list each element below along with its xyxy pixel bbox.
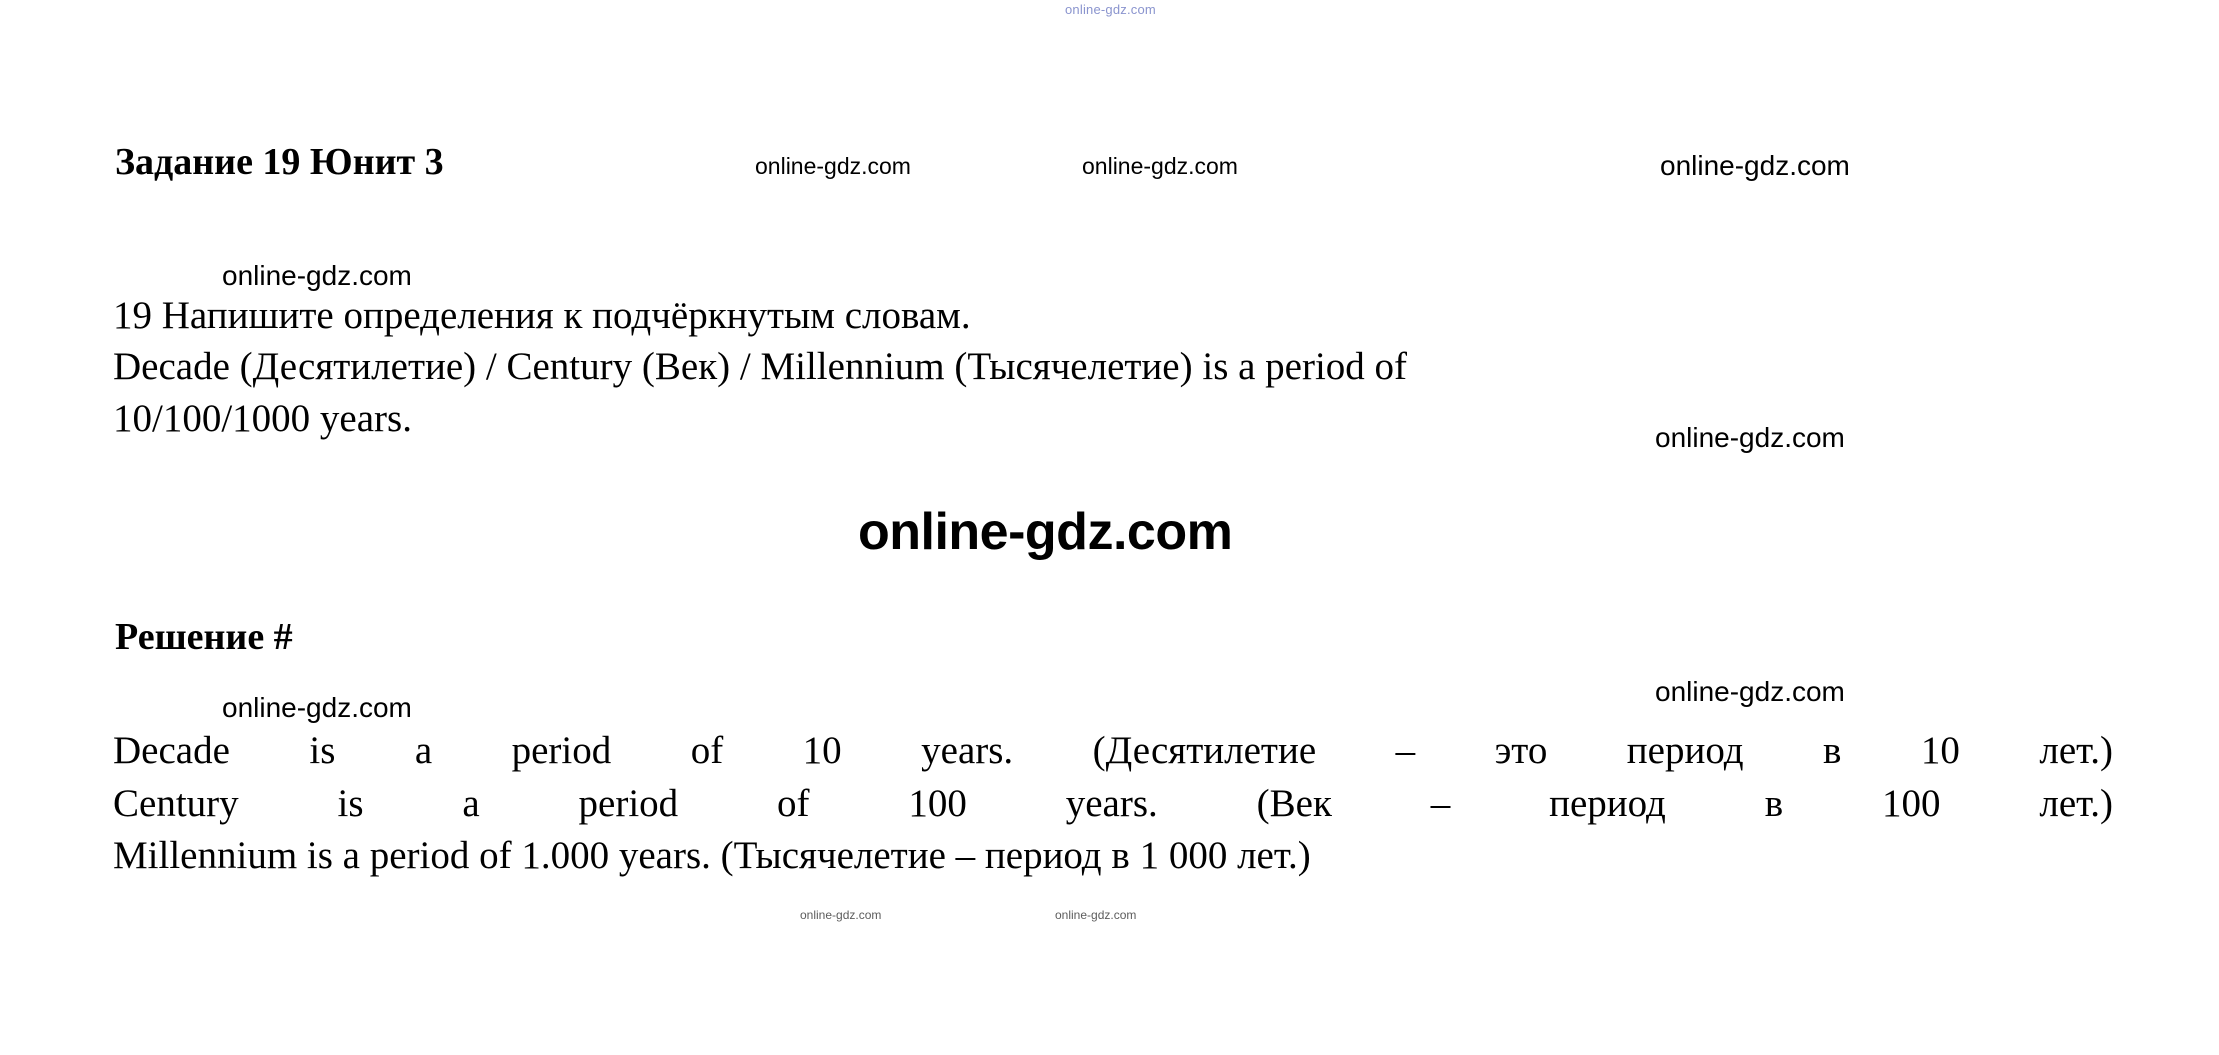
watermark: online-gdz.com — [1655, 676, 1845, 707]
solution-line: Millennium is a period of 1.000 years. (Тысячелетие – период в 1 000 лет.) — [113, 834, 1311, 878]
task-line: 19 Напишите определения к подчёркнутым словам. — [113, 294, 971, 337]
task-statement — [113, 290, 2123, 444]
watermark: online-gdz.com — [858, 503, 1233, 561]
watermark: online-gdz.com — [1655, 422, 1845, 453]
watermark: online-gdz.com — [1065, 2, 1156, 17]
solution-line: Decade is a period of 10 years. (Десятилетие – это период в 10 лет.) — [113, 729, 2113, 772]
watermark: online-gdz.com — [800, 908, 882, 922]
solution-text — [113, 725, 2113, 883]
solution-line: Century is a period of 100 years. (Век – период в 100 лет.) — [113, 781, 2113, 825]
task-line: Decade (Десятилетие) / Century (Век) / Millennium (Тысячелетие) is a period of — [113, 345, 1408, 389]
watermark: online-gdz.com — [1055, 908, 1137, 922]
watermark: online-gdz.com — [1082, 153, 1238, 179]
watermark: online-gdz.com — [755, 153, 911, 179]
watermark: online-gdz.com — [222, 692, 412, 723]
task-line: 10/100/1000 years. — [113, 396, 412, 440]
page-title: Задание 19 Юнит 3 — [115, 141, 444, 183]
watermark: online-gdz.com — [222, 260, 412, 291]
watermark: online-gdz.com — [1660, 150, 1850, 181]
answer-heading: Решение # — [115, 616, 293, 658]
